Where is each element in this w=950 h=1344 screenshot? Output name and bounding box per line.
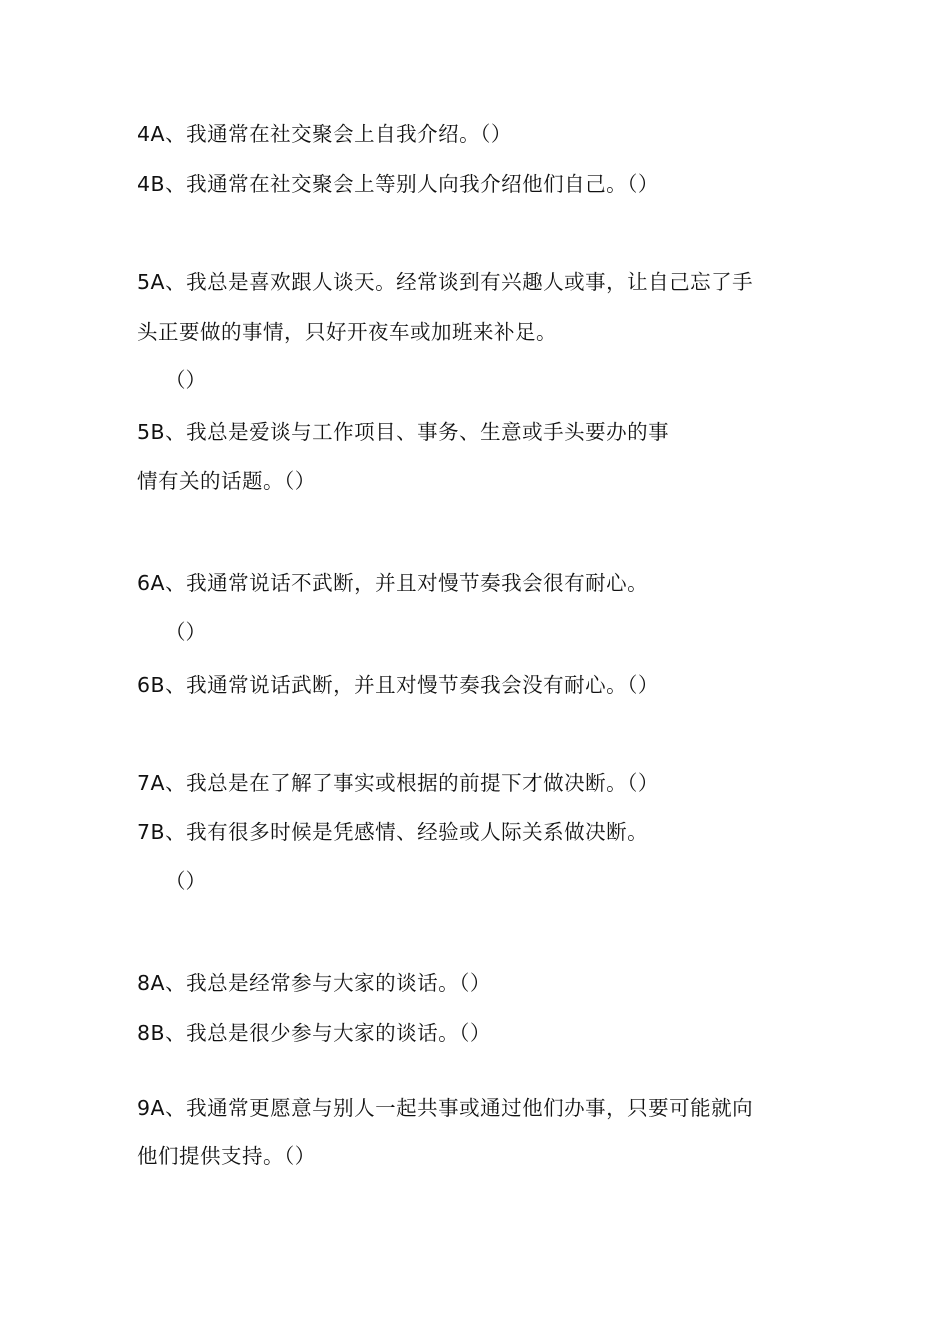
- question-9a-line-2: 他们提供支持。（）: [137, 1144, 316, 1168]
- question-6a-answer-blank: （）: [165, 620, 206, 644]
- question-7b: 7B、我有很多时候是凭感情、经验或人际关系做决断。: [137, 820, 649, 844]
- question-5b-line-2: 情有关的话题。（）: [137, 469, 316, 493]
- question-5a-answer-blank: （）: [165, 368, 206, 392]
- question-5a-line-1: 5A、我总是喜欢跟人谈天。经常谈到有兴趣人或事，让自己忘了手: [137, 270, 754, 294]
- question-6a: 6A、我通常说话不武断，并且对慢节奏我会很有耐心。: [137, 571, 649, 595]
- question-5b-line-1: 5B、我总是爱谈与工作项目、事务、生意或手头要办的事: [137, 420, 670, 444]
- question-8b: 8B、我总是很少参与大家的谈话。（）: [137, 1021, 491, 1045]
- question-6b: 6B、我通常说话武断，并且对慢节奏我会没有耐心。（）: [137, 673, 659, 697]
- question-8a: 8A、我总是经常参与大家的谈话。（）: [137, 971, 491, 995]
- question-4a: 4A、我通常在社交聚会上自我介绍。（）: [137, 122, 512, 146]
- question-9a-line-1: 9A、我通常更愿意与别人一起共事或通过他们办事，只要可能就向: [137, 1096, 754, 1120]
- question-7b-answer-blank: （）: [165, 869, 206, 893]
- question-4b: 4B、我通常在社交聚会上等别人向我介绍他们自己。（）: [137, 172, 659, 196]
- question-7a: 7A、我总是在了解了事实或根据的前提下才做决断。（）: [137, 771, 659, 795]
- question-5a-line-2: 头正要做的事情，只好开夜车或加班来补足。: [137, 320, 557, 344]
